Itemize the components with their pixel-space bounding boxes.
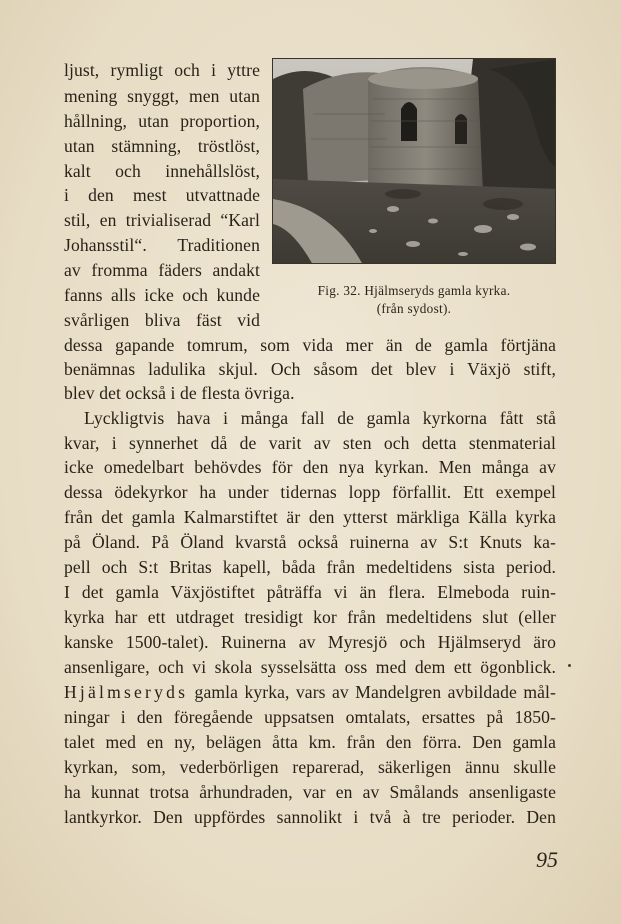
body-line: svårligen bliva fäst vid [64, 310, 260, 330]
body-line: kyrkan, som, vederbörligen reparerad, säkerligen ännu skulle [64, 757, 556, 777]
body-line: dessa gapande tomrum, som vida mer än de gamla förtjäna [64, 335, 556, 355]
body-line: I det gamla Växjöstiftet påträffa vi än flera. Elmeboda ruin- [64, 582, 556, 602]
body-line: på Öland. På Öland kvarstå också ruinerna av S:t Knuts ka- [64, 532, 556, 552]
body-line: fanns alls icke och kunde [64, 285, 260, 305]
body-line: hållning, utan proportion, [64, 111, 260, 131]
body-line: lantkyrkor. Den uppfördes sannolikt i två à tre perioder. Den [64, 807, 556, 827]
body-line-spaced [64, 680, 556, 704]
paragraph-start-line: Lyckligtvis hava i många fall de gamla kyrkorna fått stå [84, 408, 556, 428]
body-line: i den mest utvattnade [64, 185, 260, 205]
body-line: ansenligare, och vi skola sysselsätta oss med dem ett ögonblick. [64, 657, 556, 677]
body-line: benämnas ladulika skjul. Och såsom det blev i Växjö stift, [64, 359, 556, 379]
spaced-church-name: Hjälmseryds [64, 682, 189, 702]
body-line: kanske 1500-talet). Ruinerna av Myresjö och Hjälmseryd äro [64, 632, 556, 652]
figure-caption-subtitle: (från sydost). [376, 301, 452, 316]
figure-caption: Fig. 32. Hjälmseryds gamla kyrka. [317, 283, 511, 298]
ink-speck [568, 664, 571, 667]
body-line: utan stämning, tröstlöst, [64, 136, 260, 156]
church-ruin-illustration [273, 59, 556, 264]
body-line: dessa ödekyrkor ha under tidernas lopp förfallit. Ett exempel [64, 482, 556, 502]
body-line: från det gamla Kalmarstiftet är den ytterst märkliga Källa kyrka [64, 507, 556, 527]
page-number: 95 [536, 847, 558, 872]
body-line: ha kunnat trotsa århundraden, var en av Smålands ansenligaste [64, 782, 556, 802]
spaced-line-rest: gamla kyrka, vars av Mandelgren avbildade mål- [188, 682, 556, 702]
church-ruin-photo [272, 58, 556, 264]
body-line: pell och S:t Britas kapell, båda från medeltidens sista period. [64, 557, 556, 577]
body-line: kvar, i synnerhet då de varit av sten och detta stenmaterial [64, 433, 556, 453]
body-line: ningar i den föregående uppsatsen omtalats, ersattes på 1850- [64, 707, 556, 727]
body-line: av fromma fäders andakt [64, 260, 260, 280]
body-line: kyrka har ett utdraget tresidigt kor från medeltidens slut (eller [64, 607, 556, 627]
body-line: mening snyggt, men utan [64, 86, 260, 106]
body-line: talet med en ny, belägen åtta km. från den förra. Den gamla [64, 732, 556, 752]
body-line: blev det också i de flesta övriga. [64, 383, 295, 403]
body-line: stil, en trivialiserad “Karl [64, 210, 260, 230]
body-line: ljust, rymligt och i yttre [64, 60, 260, 80]
body-line: kalt och innehållslöst, [64, 161, 260, 181]
body-line: icke omedelbart behövdes för den nya kyrkan. Men många av [64, 457, 556, 477]
body-line: Johansstil“. Traditionen [64, 235, 260, 255]
